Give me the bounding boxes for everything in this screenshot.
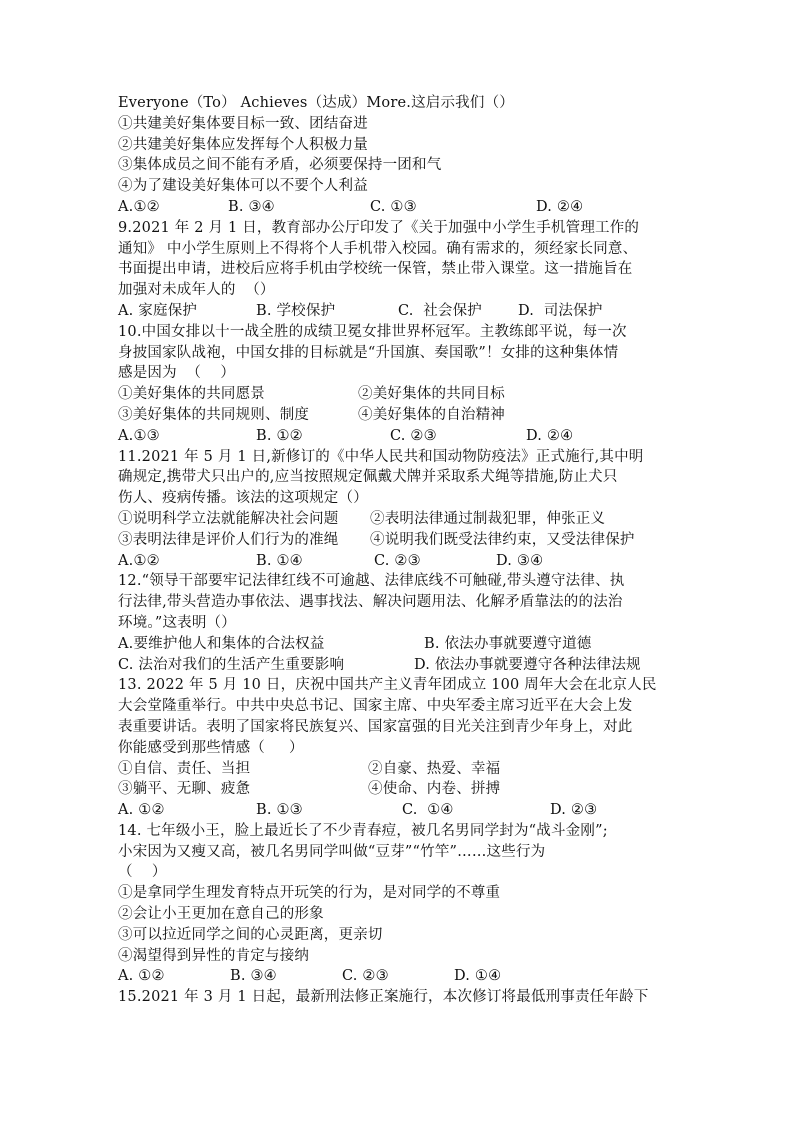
q9-stem-line-3: 书面提出申请，进校后应将手机由学校统一保管，禁止带入课堂。这一措施旨在 bbox=[118, 261, 633, 278]
q12-stem-line-2: 行法律,带头营造办事依法、遇事找法、解决问题用法、化解矛盾靠法的的法治 bbox=[118, 594, 623, 611]
q14-stem-line-3: （ ） bbox=[118, 864, 167, 881]
q14-option-b: B. ③④ bbox=[230, 968, 277, 985]
q14-item-4: ④渴望得到异性的肯定与接纳 bbox=[118, 947, 310, 964]
q9-option-d: D. 司法保护 bbox=[518, 302, 603, 319]
q10-item-2: ②美好集体的共同目标 bbox=[358, 386, 505, 403]
q8-item-2: ②共建美好集体应发挥每个人积极力量 bbox=[118, 136, 368, 153]
q11-item-4: ④说明我们既受法律约束，又受法律保护 bbox=[370, 531, 635, 548]
q13-stem-line-1: 13. 2022 年 5 月 10 日，庆祝中国共产主义青年团成立 100 周年大会在北京人民 bbox=[118, 677, 657, 694]
q12-option-b: B. 依法办事就要遵守道德 bbox=[424, 635, 592, 652]
q10-items-row-2 bbox=[118, 405, 678, 426]
q10-items-row-1 bbox=[118, 384, 678, 405]
q10-option-b: B. ①② bbox=[256, 427, 303, 444]
q10-item-3: ③美好集体的共同规则、制度 bbox=[118, 406, 310, 423]
q10-stem-line-2: 身披国家队战袍，中国女排的目标就是“升国旗、奏国歌”！女排的这种集体情 bbox=[118, 344, 619, 361]
q13-items-row-1 bbox=[118, 759, 678, 780]
q13-options bbox=[118, 800, 678, 821]
q11-stem-line-1: 11.2021 年 5 月 1 日,新修订的《中华人民共和国动物防疫法》正式施行,其中明 bbox=[118, 448, 644, 465]
q14-item-2: ②会让小王更加在意自己的形象 bbox=[118, 906, 324, 923]
q9-option-b: B. 学校保护 bbox=[256, 302, 336, 319]
q11-option-c: C. ②③ bbox=[374, 552, 421, 569]
q11-item-3: ③表明法律是评价人们行为的准绳 bbox=[118, 531, 339, 548]
q11-item-1: ①说明科学立法就能解决社会问题 bbox=[118, 510, 339, 527]
q12-option-a: A.要维护他人和集体的合法权益 bbox=[118, 635, 325, 652]
q10-item-1: ①美好集体的共同愿景 bbox=[118, 386, 265, 403]
q14-option-d: D. ①④ bbox=[454, 968, 502, 985]
q10-stem-line-1: 10.中国女排以十一战全胜的成绩卫冕女排世界杯冠军。主教练郎平说，每一次 bbox=[118, 323, 627, 340]
q8-option-c: C. ①③ bbox=[370, 198, 417, 215]
q8-option-a: A.①② bbox=[118, 198, 160, 215]
q10-option-d: D. ②④ bbox=[526, 427, 574, 444]
q9-stem-line-1: 9.2021 年 2 月 1 日，教育部办公厅印发了《关于加强中小学生手机管理工作的 bbox=[118, 219, 640, 236]
q10-item-4: ④美好集体的自治精神 bbox=[358, 406, 505, 423]
q12-stem-line-1: 12.“领导干部要牢记法律红线不可逾越、法律底线不可触碰,带头遵守法律、执 bbox=[118, 573, 625, 590]
q14-option-c: C. ②③ bbox=[342, 968, 389, 985]
q8-item-3: ③集体成员之间不能有矛盾，必须要保持一团和气 bbox=[118, 157, 442, 174]
q10-option-c: C. ②③ bbox=[390, 427, 437, 444]
q14-options bbox=[118, 966, 678, 987]
q12-options-row-2 bbox=[118, 655, 678, 676]
q14-stem-line-1: 14. 七年级小王，脸上最近长了不少青春痘，被几名男同学封为“战斗金刚”; bbox=[118, 822, 608, 839]
q9-options bbox=[118, 301, 678, 322]
q11-stem-line-3: 伤人、疫病传播。该法的这项规定（） bbox=[118, 490, 368, 507]
q14-item-1: ①是拿同学生理发育特点开玩笑的行为，是对同学的不尊重 bbox=[118, 885, 501, 902]
q13-option-c: C. ①④ bbox=[402, 802, 454, 819]
q11-item-2: ②表明法律通过制裁犯罪，伸张正义 bbox=[370, 510, 606, 527]
q9-option-a: A. 家庭保护 bbox=[118, 302, 198, 319]
q13-item-1: ①自信、责任、当担 bbox=[118, 760, 251, 777]
q14-option-a: A. ①② bbox=[118, 968, 165, 985]
q8-option-d: D. ②④ bbox=[536, 198, 584, 215]
q12-stem-line-3: 环境。”这表明（） bbox=[118, 614, 236, 631]
q11-stem-line-2: 确规定,携带犬只出户的,应当按照规定佩戴犬牌并采取系犬绳等措施,防止犬只 bbox=[118, 469, 618, 486]
q11-option-b: B. ①④ bbox=[256, 552, 303, 569]
q14-stem-line-2: 小宋因为又瘦又高，被几名男同学叫做“豆芽”“竹竿”……这些行为 bbox=[118, 843, 546, 860]
q9-option-c: C. 社会保护 bbox=[398, 302, 483, 319]
q13-item-3: ③躺平、无聊、疲惫 bbox=[118, 781, 251, 798]
q8-options bbox=[118, 197, 678, 218]
q10-option-a: A.①③ bbox=[118, 427, 160, 444]
q12-option-c: C. 法治对我们的生活产生重要影响 bbox=[118, 656, 345, 673]
q9-stem-line-4: 加强对未成年人的 （） bbox=[118, 282, 275, 299]
q14-item-3: ③可以拉近同学之间的心灵距离，更亲切 bbox=[118, 926, 383, 943]
q13-item-2: ②自豪、热爱、幸福 bbox=[368, 760, 501, 777]
q13-stem-line-4: 你能感受到那些情感（ ） bbox=[118, 739, 304, 756]
q13-item-4: ④使命、内卷、拼搏 bbox=[368, 781, 501, 798]
q12-options-row-1 bbox=[118, 634, 678, 655]
q15-stem-line-1: 15.2021 年 3 月 1 日起，最新刑法修正案施行，本次修订将最低刑事责任年龄下 bbox=[118, 989, 649, 1006]
q8-stem: Everyone（To） Achieves（达成）More.这启示我们（） bbox=[118, 95, 514, 111]
q8-item-1: ①共建美好集体要目标一致、团结奋进 bbox=[118, 115, 368, 132]
q8-option-b: B. ③④ bbox=[228, 198, 275, 215]
q10-stem-line-3: 感是因为 （ ） bbox=[118, 365, 236, 382]
q13-stem-line-2: 大会堂隆重举行。中共中央总书记、国家主席、中央军委主席习近平在大会上发 bbox=[118, 698, 633, 715]
q13-stem-line-3: 表重要讲话。表明了国家将民族复兴、国家富强的目光关注到青少年身上，对此 bbox=[118, 718, 633, 735]
q11-option-a: A.①② bbox=[118, 552, 160, 569]
q12-option-d: D. 依法办事就要遵守各种法律法规 bbox=[414, 656, 641, 673]
q13-option-a: A. ①② bbox=[118, 802, 165, 819]
q13-option-d: D. ②③ bbox=[550, 802, 598, 819]
q10-options bbox=[118, 426, 678, 447]
q11-options bbox=[118, 551, 678, 572]
q8-item-4: ④为了建设美好集体可以不要个人利益 bbox=[118, 178, 368, 195]
document-page bbox=[118, 93, 678, 1008]
q11-items-row-1 bbox=[118, 509, 678, 530]
q13-option-b: B. ①③ bbox=[256, 802, 303, 819]
q11-items-row-2 bbox=[118, 530, 678, 551]
q11-option-d: D. ③④ bbox=[496, 552, 544, 569]
q13-items-row-2 bbox=[118, 779, 678, 800]
q9-stem-line-2: 通知》 中小学生原则上不得将个人手机带入校园。确有需求的，须经家长同意、 bbox=[118, 240, 638, 257]
